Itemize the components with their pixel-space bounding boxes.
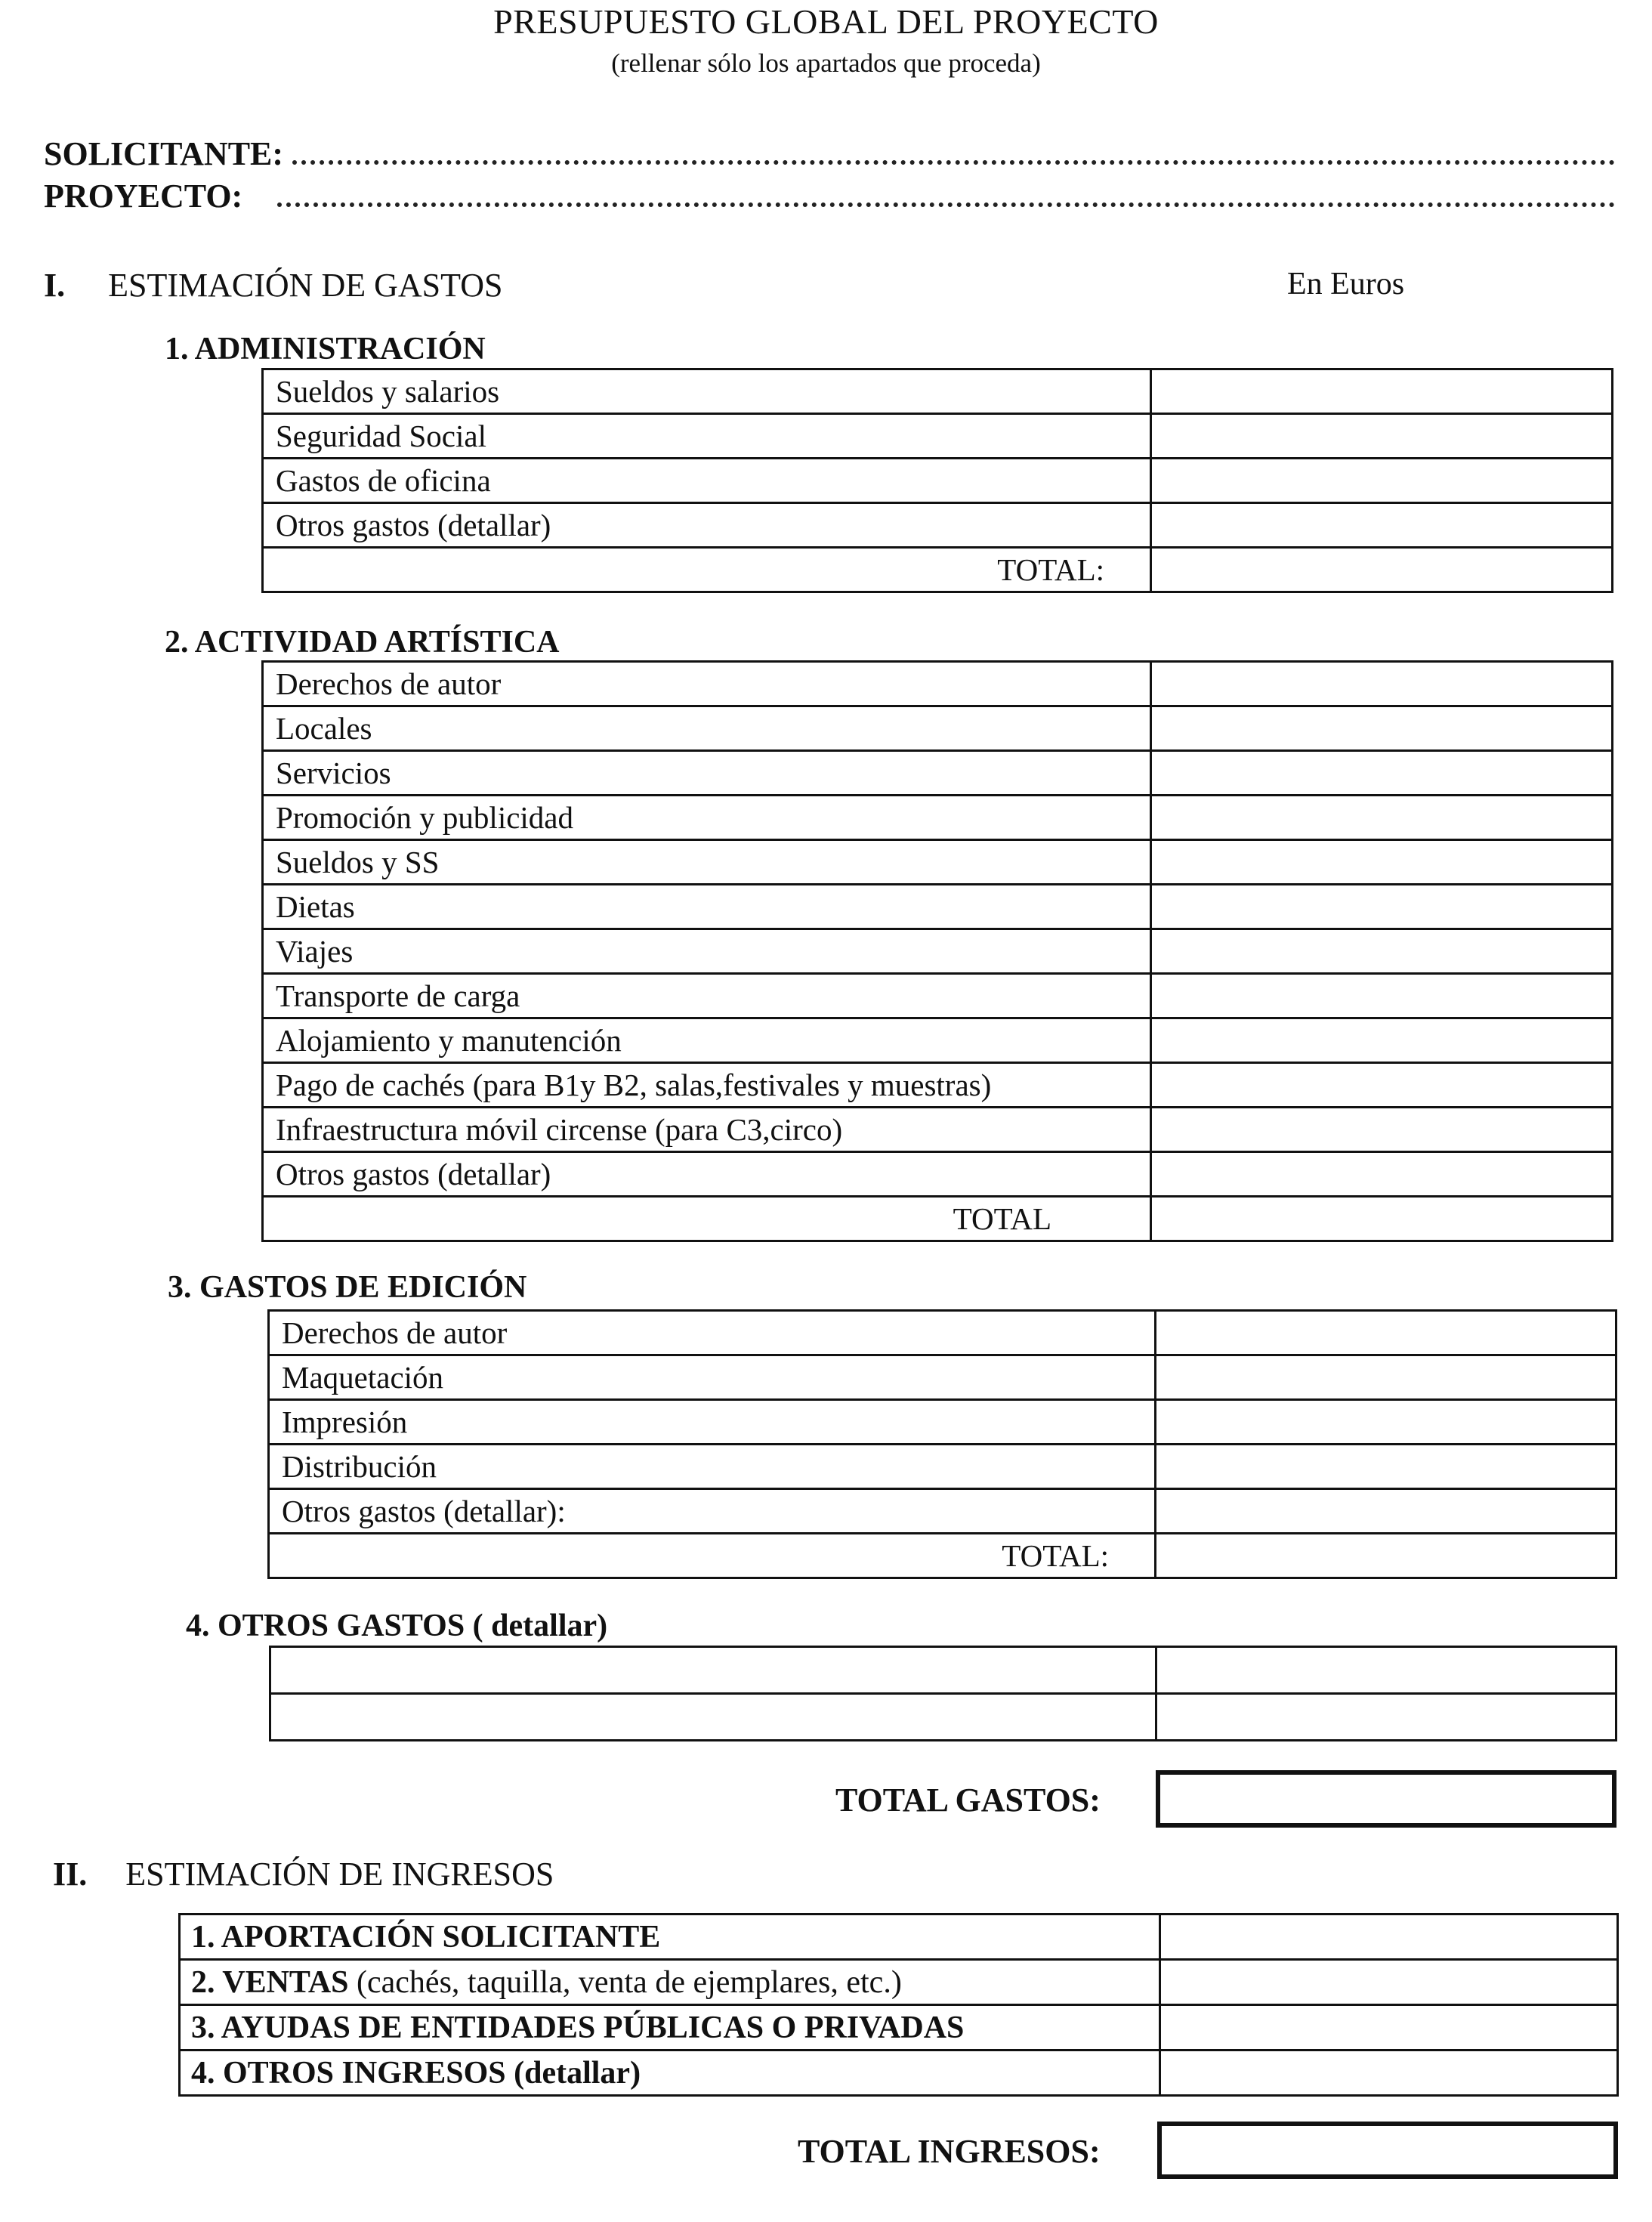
amount-cell[interactable]	[1156, 1647, 1616, 1694]
amount-cell[interactable]	[1151, 796, 1613, 840]
total-label: TOTAL:	[269, 1534, 1156, 1578]
row-label: Otros gastos (detallar):	[269, 1489, 1156, 1534]
table-row	[269, 1355, 1616, 1400]
income-row-bold: 1. APORTACIÓN SOLICITANTE	[191, 1919, 661, 1955]
table-row	[263, 459, 1613, 503]
amount-cell[interactable]	[1151, 706, 1613, 751]
total-amount-cell[interactable]	[1151, 548, 1613, 592]
amount-cell[interactable]	[1160, 2050, 1618, 2096]
table-row	[263, 1108, 1613, 1152]
solicitante-field	[44, 134, 1615, 173]
row-label: Sueldos y salarios	[263, 369, 1151, 414]
section-gastos-roman: I.	[44, 267, 66, 304]
section-ingresos-heading	[53, 1855, 554, 1893]
total-label: TOTAL	[263, 1197, 1151, 1241]
amount-cell[interactable]	[1151, 1063, 1613, 1108]
section-ingresos-roman: II.	[53, 1856, 88, 1893]
amount-cell[interactable]	[1160, 1915, 1618, 1960]
row-label: Infraestructura móvil circense (para C3,circo)	[263, 1108, 1151, 1152]
income-row-label	[180, 2050, 1160, 2096]
table-row	[263, 662, 1613, 706]
income-row-label	[180, 2005, 1160, 2050]
income-row-bold: 3. AYUDAS DE ENTIDADES PÚBLICAS O PRIVADAS	[191, 2010, 965, 2045]
solicitante-input-line[interactable]	[292, 138, 1615, 165]
amount-cell[interactable]	[1151, 662, 1613, 706]
table-row	[269, 1489, 1616, 1534]
amount-cell[interactable]	[1151, 503, 1613, 548]
amount-cell[interactable]	[1151, 1152, 1613, 1197]
row-label: Sueldos y SS	[263, 840, 1151, 885]
total-gastos-box[interactable]	[1156, 1770, 1616, 1828]
income-row-detail: (cachés, taquilla, venta de ejemplares, etc.)	[348, 1964, 902, 2000]
row-label: Maquetación	[269, 1355, 1156, 1400]
currency-note: En Euros	[1287, 267, 1405, 301]
detail-cell[interactable]	[270, 1647, 1156, 1694]
page-subtitle: (rellenar sólo los apartados que proceda)	[611, 48, 1041, 78]
total-ingresos-box[interactable]	[1157, 2122, 1618, 2179]
table-row	[263, 1063, 1613, 1108]
row-label: Locales	[263, 706, 1151, 751]
ingresos-table	[178, 1913, 1619, 2097]
income-row-bold: 4. OTROS INGRESOS (detallar)	[191, 2055, 641, 2091]
table-row	[269, 1311, 1616, 1355]
amount-cell[interactable]	[1156, 1694, 1616, 1741]
row-label: Impresión	[269, 1400, 1156, 1445]
table-row	[263, 1152, 1613, 1197]
amount-cell[interactable]	[1151, 1018, 1613, 1063]
amount-cell[interactable]	[1151, 929, 1613, 974]
table-row	[263, 414, 1613, 459]
otros-gastos-table	[269, 1646, 1617, 1741]
row-label: Pago de cachés (para B1y B2, salas,festivales y muestras)	[263, 1063, 1151, 1108]
amount-cell[interactable]	[1151, 369, 1613, 414]
total-amount-cell[interactable]	[1156, 1534, 1616, 1578]
table-row	[263, 796, 1613, 840]
amount-cell[interactable]	[1151, 459, 1613, 503]
edicion-table	[267, 1309, 1617, 1579]
table-row	[263, 885, 1613, 929]
income-row-label	[180, 1960, 1160, 2005]
table-row	[180, 2005, 1618, 2050]
amount-cell[interactable]	[1151, 1108, 1613, 1152]
table-row	[270, 1647, 1616, 1694]
table-row	[180, 1960, 1618, 2005]
row-label: Derechos de autor	[263, 662, 1151, 706]
row-label: Otros gastos (detallar)	[263, 503, 1151, 548]
row-label: Transporte de carga	[263, 974, 1151, 1018]
table-row	[263, 751, 1613, 796]
detail-cell[interactable]	[270, 1694, 1156, 1741]
table-row	[263, 929, 1613, 974]
proyecto-label: PROYECTO:	[44, 178, 243, 215]
total-ingresos-label: TOTAL INGRESOS:	[798, 2133, 1101, 2170]
amount-cell[interactable]	[1160, 1960, 1618, 2005]
row-label: Gastos de oficina	[263, 459, 1151, 503]
amount-cell[interactable]	[1160, 2005, 1618, 2050]
table-row	[263, 706, 1613, 751]
solicitante-label: SOLICITANTE:	[44, 135, 284, 172]
row-label: Derechos de autor	[269, 1311, 1156, 1355]
table-row	[270, 1694, 1616, 1741]
amount-cell[interactable]	[1151, 840, 1613, 885]
section-ingresos-title: ESTIMACIÓN DE INGRESOS	[125, 1856, 554, 1893]
income-row-label	[180, 1915, 1160, 1960]
page-title: PRESUPUESTO GLOBAL DEL PROYECTO	[493, 2, 1159, 41]
total-gastos-label: TOTAL GASTOS:	[835, 1782, 1101, 1819]
amount-cell[interactable]	[1151, 885, 1613, 929]
amount-cell[interactable]	[1156, 1311, 1616, 1355]
total-row	[263, 1197, 1613, 1241]
section-otros-gastos-title: 4. OTROS GASTOS ( detallar)	[186, 1609, 608, 1643]
total-label: TOTAL:	[263, 548, 1151, 592]
total-row	[269, 1534, 1616, 1578]
actividad-artistica-table	[261, 660, 1613, 1242]
table-row	[263, 369, 1613, 414]
amount-cell[interactable]	[1156, 1489, 1616, 1534]
row-label: Seguridad Social	[263, 414, 1151, 459]
table-row	[263, 840, 1613, 885]
income-row-bold: 2. VENTAS	[191, 1964, 349, 2000]
row-label: Viajes	[263, 929, 1151, 974]
row-label: Servicios	[263, 751, 1151, 796]
administracion-table	[261, 368, 1613, 593]
table-row	[269, 1400, 1616, 1445]
section-gastos-title: ESTIMACIÓN DE GASTOS	[108, 267, 503, 304]
section-actividad-artistica-title: 2. ACTIVIDAD ARTÍSTICA	[165, 625, 560, 660]
amount-cell[interactable]	[1156, 1400, 1616, 1445]
row-label: Alojamiento y manutención	[263, 1018, 1151, 1063]
amount-cell[interactable]	[1156, 1445, 1616, 1489]
table-row	[180, 2050, 1618, 2096]
total-row	[263, 548, 1613, 592]
amount-cell[interactable]	[1151, 974, 1613, 1018]
row-label: Otros gastos (detallar)	[263, 1152, 1151, 1197]
section-gastos-heading	[44, 266, 502, 304]
table-row	[180, 1915, 1618, 1960]
total-amount-cell[interactable]	[1151, 1197, 1613, 1241]
proyecto-input-line[interactable]	[277, 180, 1615, 207]
amount-cell[interactable]	[1151, 414, 1613, 459]
row-label: Dietas	[263, 885, 1151, 929]
row-label: Promoción y publicidad	[263, 796, 1151, 840]
section-edicion-title: 3. GASTOS DE EDICIÓN	[168, 1270, 527, 1305]
table-row	[269, 1445, 1616, 1489]
proyecto-field	[44, 177, 1615, 215]
table-row	[263, 503, 1613, 548]
row-label: Distribución	[269, 1445, 1156, 1489]
amount-cell[interactable]	[1156, 1355, 1616, 1400]
amount-cell[interactable]	[1151, 751, 1613, 796]
section-administracion-title: 1. ADMINISTRACIÓN	[165, 332, 486, 366]
table-row	[263, 974, 1613, 1018]
table-row	[263, 1018, 1613, 1063]
